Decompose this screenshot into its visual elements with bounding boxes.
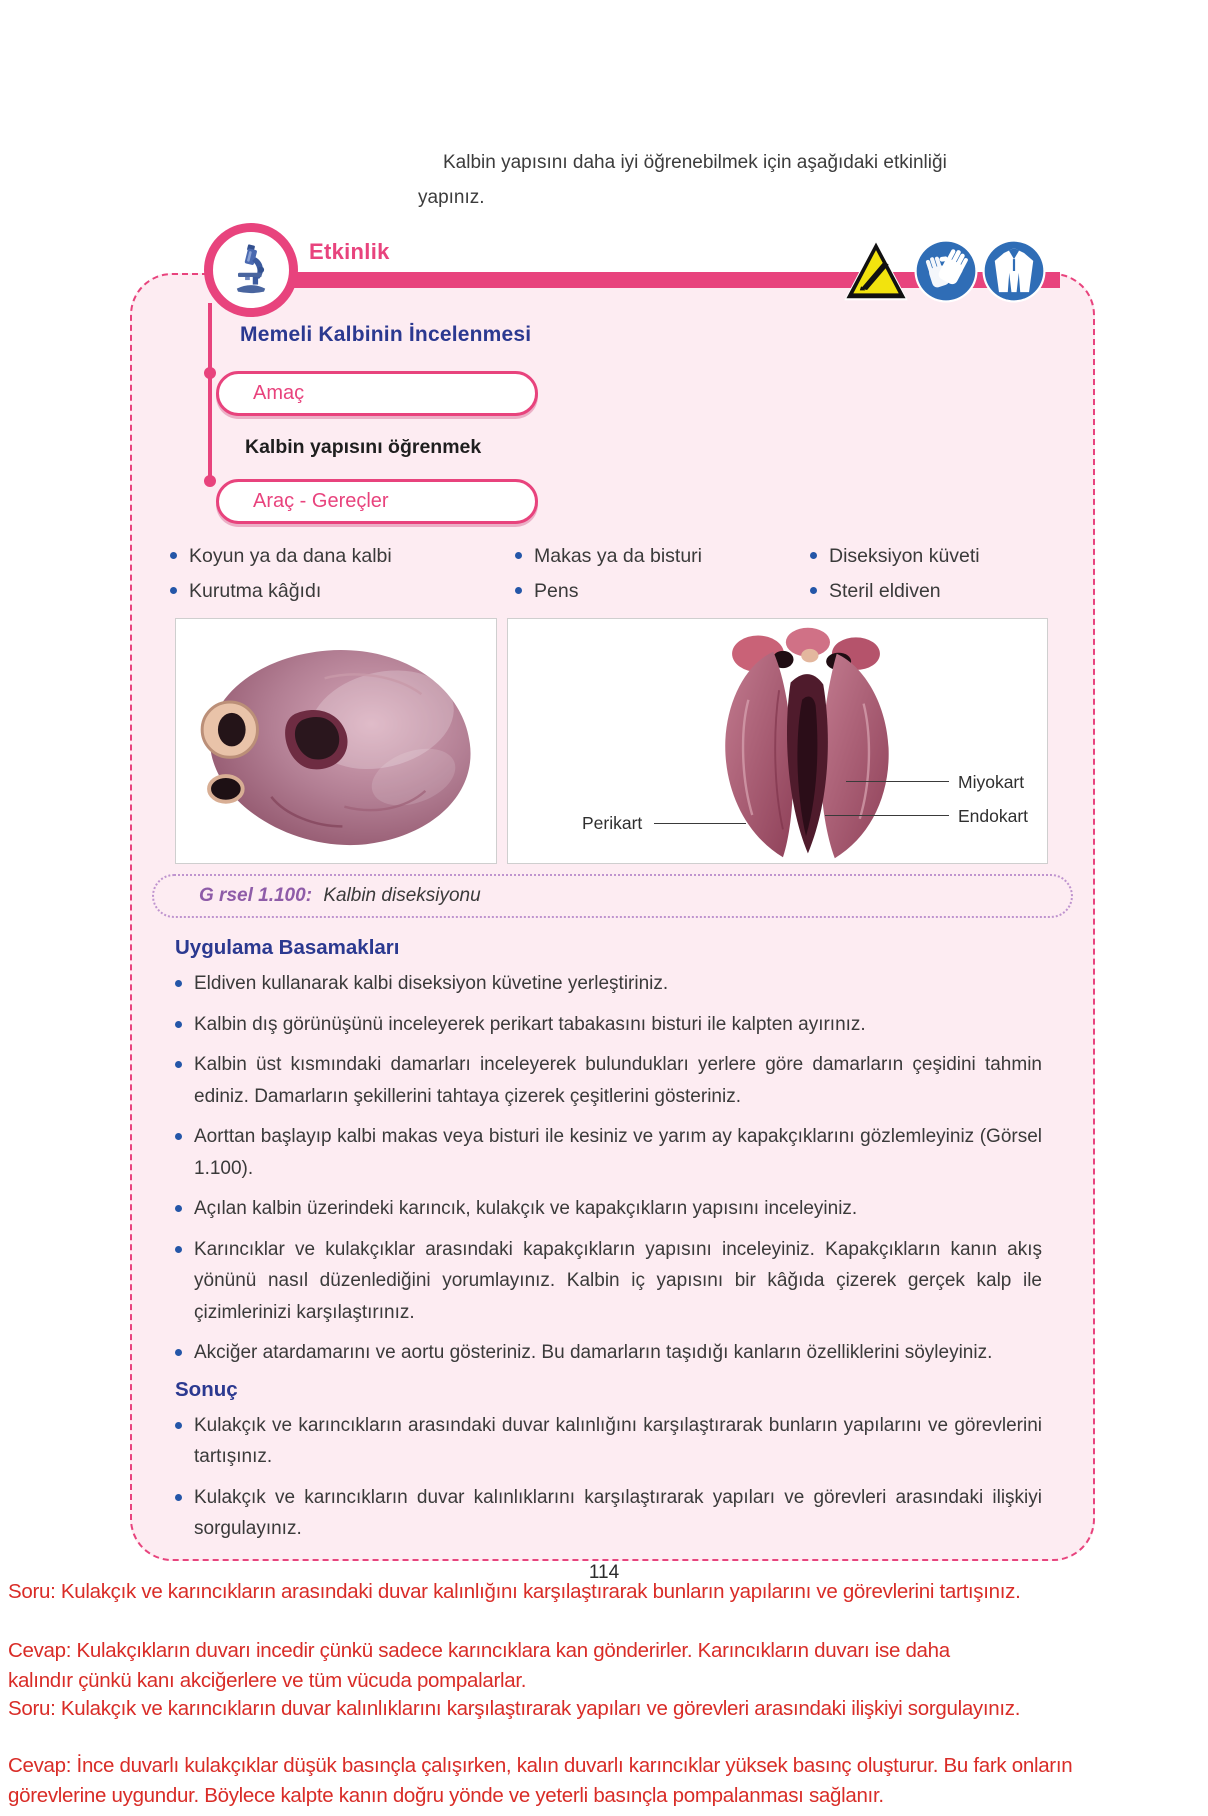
bullet-icon (810, 587, 817, 594)
bullet-icon (175, 980, 182, 987)
step-text: Karıncıklar ve kulakçıklar arasındaki kapakçıkların yapısını inceleyiniz. Kapakçıkların kanın akış yönünü nasıl düzenlediğini yorumlayınız. Kalbin iç yapısını bir kâğıda çizerek gerçek kalp ile çizimlerinizi karşılaştırınız. (194, 1238, 1042, 1323)
bullet-icon (810, 552, 817, 559)
material-item (170, 576, 515, 606)
figure-label-miyokart: Miyokart (958, 772, 1025, 792)
activity-title: Memeli Kalbinin İncelenmesi (240, 323, 532, 346)
leader-line-endokart (825, 815, 949, 816)
safety-signs (843, 236, 1047, 304)
figure-caption-text: Kalbin diseksiyonu (323, 885, 481, 906)
bullet-icon (515, 552, 522, 559)
sonuc-heading: Sonuç (175, 1377, 238, 1401)
activity-badge (204, 223, 298, 317)
connector-dot (204, 475, 216, 487)
uygulama-step (175, 1337, 1048, 1369)
bullet-icon (175, 1422, 182, 1429)
amac-pill-label: Amaç (253, 382, 305, 404)
material-item (170, 541, 515, 571)
arac-gerecler-pill-label: Araç - Gereçler (253, 490, 389, 512)
intro-paragraph (418, 145, 958, 215)
bullet-icon (170, 587, 177, 594)
material-label: Diseksiyon küveti (829, 545, 980, 567)
material-label: Pens (534, 580, 579, 602)
figure-label-perikart: Perikart (582, 813, 643, 833)
figure-caption-number: G rsel 1.100: (199, 885, 313, 906)
sonuc-step (175, 1410, 1048, 1473)
step-text: Eldiven kullanarak kalbi diseksiyon küvetine yerleştiriniz. (194, 973, 669, 994)
figure-label-endokart: Endokart (958, 806, 1029, 826)
bullet-icon (170, 552, 177, 559)
materials-list (170, 541, 1048, 606)
figure-caption-box (152, 874, 1073, 918)
bullet-icon (515, 587, 522, 594)
amac-pill (216, 371, 538, 416)
heart-dissected-photo (688, 623, 924, 863)
bullet-icon (175, 1349, 182, 1356)
protective-clothing-icon (981, 238, 1047, 304)
uygulama-step (175, 1049, 1048, 1112)
sharp-instrument-warning-icon (843, 236, 909, 304)
activity-box (130, 273, 1095, 1561)
annotation-answer-2: Cevap: İnce duvarlı kulakçıklar düşük basınçla çalışırken, kalın duvarlı karıncıklar yüksek basınç oluşturur. Bu fark onların görevlerine uygundur. Böylece kalpte kanın doğru yönde ve yeterli basınçla pompalanması sağlanır. (8, 1754, 1073, 1807)
step-text: Açılan kalbin üzerindeki karıncık, kulakçık ve kapakçıkların yapısını inceleyiniz. (194, 1198, 858, 1219)
uygulama-steps (175, 968, 1048, 1369)
leader-line-perikart (654, 823, 746, 824)
figure-heart-external (175, 618, 497, 864)
bullet-icon (175, 1061, 182, 1068)
figure-row (175, 618, 1048, 864)
step-text: Akciğer atardamarını ve aortu gösteriniz. Bu damarların taşıdığı kanların özelliklerini söyleyiniz. (194, 1342, 993, 1363)
material-label: Koyun ya da dana kalbi (189, 545, 392, 567)
figure-heart-dissected (507, 618, 1048, 864)
bullet-icon (175, 1021, 182, 1028)
uygulama-step (175, 968, 1048, 1000)
intro-line-2: yapınız. (418, 187, 485, 208)
bullet-icon (175, 1205, 182, 1212)
material-label: Kurutma kâğıdı (189, 580, 322, 602)
sonuc-steps (175, 1410, 1048, 1545)
arac-gerecler-pill (216, 479, 538, 524)
material-item (810, 541, 1048, 571)
annotation-question-1: Soru: Kulakçık ve karıncıkların arasındaki duvar kalınlığını karşılaştırarak bunların yapılarını ve görevlerini tartışınız. (8, 1580, 1021, 1603)
uygulama-step (175, 1234, 1048, 1329)
step-text: Kulakçık ve karıncıkların arasındaki duvar kalınlığını karşılaştırarak bunların yapılarını ve görevlerini tartışınız. (194, 1414, 1042, 1467)
heart-external-photo (176, 619, 495, 862)
material-item (515, 541, 810, 571)
microscope-icon (225, 242, 277, 299)
figure-caption (199, 885, 481, 907)
sonuc-step (175, 1482, 1048, 1545)
connector-dot (204, 367, 216, 379)
uygulama-heading: Uygulama Basamakları (175, 936, 400, 959)
step-text: Kulakçık ve karıncıkların duvar kalınlıklarını karşılaştırarak yapıları ve görevleri arasındaki ilişkiyi sorgulayınız. (194, 1486, 1042, 1539)
uygulama-step (175, 1009, 1048, 1041)
intro-line-1: Kalbin yapısını daha iyi öğrenebilmek için aşağıdaki etkinliği (443, 152, 947, 173)
step-text: Kalbin üst kısmındaki damarları inceleyerek bulundukları yerlere göre damarların çeşidini tahmin ediniz. Damarların şekillerini tahtaya çizerek çeşitlerini gösteriniz. (194, 1054, 1042, 1107)
material-label: Makas ya da bisturi (534, 545, 702, 567)
material-item (810, 576, 1048, 606)
annotation-answer-1: Cevap: Kulakçıkların duvarı incedir çünkü sadece karıncıklara kan gönderirler. Karıncıkların duvarı ise daha kalındır çünkü kanı akciğerlere ve tüm vücuda pompalarlar. (8, 1639, 950, 1692)
bullet-icon (175, 1133, 182, 1140)
protective-gloves-icon (913, 238, 979, 304)
step-text: Kalbin dış görünüşünü inceleyerek perikart tabakasını bisturi ile kalpten ayırınız. (194, 1013, 866, 1035)
step-text: Aorttan başlayıp kalbi makas veya bisturi ile kesiniz ve yarım ay kapakçıklarını gözlemleyiniz (Görsel 1.100). (194, 1126, 1042, 1179)
amac-text: Kalbin yapısını öğrenmek (245, 436, 482, 458)
material-item (515, 576, 810, 606)
leader-line-miyokart (846, 781, 949, 782)
material-label: Steril eldiven (829, 580, 941, 602)
activity-tab-label: Etkinlik (309, 239, 390, 264)
bullet-icon (175, 1246, 182, 1253)
uygulama-step (175, 1121, 1048, 1184)
page-number: 114 (588, 1562, 620, 1583)
connector-line (208, 303, 212, 485)
uygulama-step (175, 1193, 1048, 1225)
annotation-question-2: Soru: Kulakçık ve karıncıkların duvar kalınlıklarını karşılaştırarak yapıları ve görevleri arasındaki ilişkiyi sorgulayınız. (8, 1697, 1021, 1720)
bullet-icon (175, 1494, 182, 1501)
